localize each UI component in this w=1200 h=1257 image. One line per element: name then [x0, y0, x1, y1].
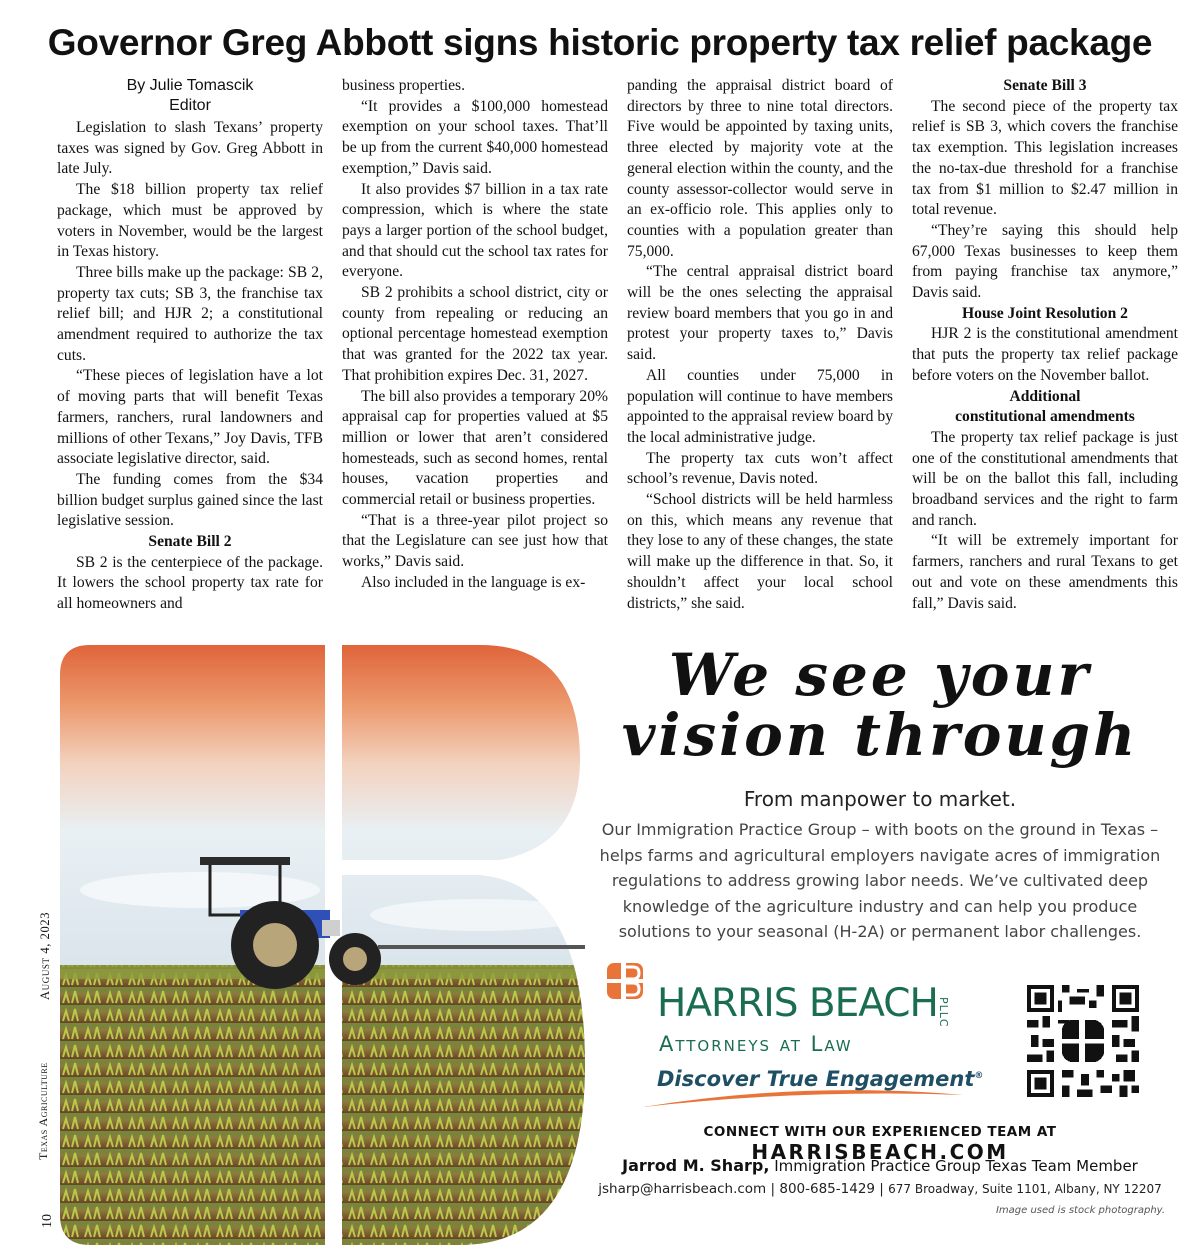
desc-line: solutions to your seasonal (H-2A) or permanent labor challenges.	[618, 922, 1142, 941]
issue-date: August 4, 2023	[38, 911, 52, 1000]
paragraph: Also included in the language is ex-	[361, 573, 586, 591]
page-number: 10	[40, 1214, 55, 1228]
article-column-4	[912, 76, 1178, 614]
paragraph: All counties under 75,000 in population will continue to have members appointed to the appraisal review board by the local administrative judge.	[627, 366, 893, 446]
registered-mark: ®	[974, 1071, 984, 1081]
section-heading-additional: Additional	[1009, 387, 1081, 405]
section-heading-sb3: Senate Bill 3	[1003, 77, 1087, 94]
paragraph: The $18 billion property tax relief package, which must be approved by voters in November, would be the largest in Texas history.	[57, 181, 323, 261]
connect-text: CONNECT WITH OUR EXPERIENCED TEAM AT	[703, 1124, 1057, 1140]
article-headline: Governor Greg Abbott signs historic property tax relief package	[47, 22, 1153, 63]
paragraph: “These pieces of legislation have a lot of moving parts that will benefit Texas farmers, ranchers, rural landowners and millions of other Texans,” Joy Davis, TFB associate legislative director, said.	[57, 367, 323, 468]
contact-details: jsharp@harrisbeach.com | 800-685-1429 | 677 Broadway, Suite 1101, Albany, NY 12207	[598, 1181, 1162, 1197]
contact-person	[595, 1156, 1165, 1175]
desc-line: Our Immigration Practice Group – with boots on the ground in Texas –	[601, 820, 1159, 839]
article-column-2	[342, 76, 608, 594]
slogan-swoosh-icon	[643, 1085, 963, 1111]
paragraph: Three bills make up the package: SB 2, property tax cuts; SB 3, the franchise tax relief bill; and HJR 2; a constitutional amendment required to authorize the tax cuts.	[57, 263, 323, 364]
paragraph: business properties.	[342, 77, 465, 94]
contact-role: Immigration Practice Group Texas Team Member	[774, 1157, 1138, 1175]
paragraph: HJR 2 is the constitutional amendment that puts the property tax relief package before voters on the November ballot.	[912, 325, 1178, 384]
paragraph: “It provides a $100,000 homestead exemption on your school taxes. That’ll be up from the current $40,000 homestead exemption,” Davis said.	[342, 97, 608, 177]
paragraph: Legislation to slash Texans’ property taxes was signed by Gov. Greg Abbott in late July.	[57, 119, 323, 178]
paragraph: “That is a three-year pilot project so that the Legislature can see just how that works,” Davis said.	[342, 511, 608, 571]
tagline-line-1: We see your	[668, 641, 1092, 709]
paragraph: The property tax relief package is just one of the constitutional amendments that will be on the ballot this fall, including broadband services and the right to farm and ranch.	[912, 428, 1178, 529]
brand-pllc: PLLC	[937, 997, 950, 1028]
paragraph: “They’re saying this should help 67,000 Texas businesses to keep them from paying franchise tax anymore,” Davis said.	[912, 221, 1178, 302]
brand-attorneys: Attorneys at Law	[659, 1032, 853, 1056]
contact-email[interactable]: jsharp@harrisbeach.com	[598, 1181, 767, 1197]
slogan-text: Discover True Engagement	[657, 1067, 975, 1091]
paragraph: “School districts will be held harmless on this, which means any revenue that they lose to any of these changes, the state will make up the difference in that. So, it shouldn’t affect your local school districts,” she said.	[627, 491, 893, 612]
contact-name: Jarrod M. Sharp,	[622, 1156, 770, 1175]
section-heading-sb2: Senate Bill 2	[148, 533, 232, 551]
article-column-3	[627, 76, 893, 614]
ad-subhead: From manpower to market.	[743, 787, 1017, 811]
publication-name: Texas Agriculture	[36, 1062, 50, 1160]
section-heading-additional-2: constitutional amendments	[955, 408, 1135, 426]
ad-tagline	[595, 641, 1165, 769]
paragraph: “It will be extremely important for farmers, ranchers and rural Texans to get out and vote on these amendments this fall,” Davis said.	[912, 532, 1178, 612]
desc-line: knowledge of the agriculture industry and can help you produce	[622, 896, 1138, 916]
paragraph: It also provides $7 billion in a tax rate compression, which is where the state pays a larger portion of the school budget, and that should cut the school tax rates for everyone.	[342, 180, 608, 281]
desc-line: regulations to address growing labor needs. We’ve cultivated deep	[611, 871, 1149, 890]
paragraph: The bill also provides a temporary 20% appraisal cap for properties valued at $5 million or lower that aren’t considered homesteads, such as second homes, rental houses, vacation properties and commercial retail or business properties.	[342, 387, 608, 509]
website-link[interactable]: HARRISBEACH.COM	[751, 1140, 1009, 1164]
ad-farm-tractor-image	[60, 645, 585, 1245]
paragraph: The second piece of the property tax relief is SB 3, which covers the franchise tax exemption. This legislation increases the no-tax-due threshold for a franchise tax from $1 million to $2.47 million in total revenue.	[912, 97, 1178, 219]
harris-beach-logo-icon	[607, 963, 643, 999]
tagline-line-2: vision through	[621, 701, 1139, 769]
ad-description	[595, 817, 1165, 945]
paragraph: SB 2 is the centerpiece of the package. It lowers the school property tax rate for all homeowners and	[57, 553, 323, 613]
stock-photo-note: Image used is stock photography.	[995, 1205, 1165, 1216]
brand-name: HARRIS BEACH	[657, 981, 938, 1026]
paragraph: The funding comes from the $34 billion budget surplus gained since the last legislative session.	[57, 470, 323, 530]
paragraph: panding the appraisal district board of directors by three to nine total directors. Five would be appointed by taxing units, three elected by majority vote at the general election within the county, and the county assessor-collector would serve in an ex-officio role. This applies only to counties with a population greater than 75,000.	[627, 77, 893, 260]
paragraph: SB 2 prohibits a school district, city or county from repealing or reducing an optional percentage homestead exemption that was granted for the 2022 tax year. That prohibition expires Dec. 31, 2027.	[342, 284, 608, 384]
paragraph: “The central appraisal district board will be the ones selecting the appraisal review board members that you go in and protest your property taxes to,” Davis said.	[627, 263, 893, 364]
byline-author: By Julie Tomascik	[126, 77, 254, 94]
contact-address: 677 Broadway, Suite 1101, Albany, NY 12207	[888, 1182, 1162, 1196]
byline-role: Editor	[169, 97, 211, 114]
desc-line: helps farms and agricultural employers navigate acres of immigration	[599, 845, 1161, 865]
paragraph: The property tax cuts won’t affect school’s revenue, Davis noted.	[627, 449, 893, 488]
contact-phone[interactable]: 800-685-1429	[779, 1181, 875, 1197]
article-column-1	[57, 76, 323, 615]
section-heading-hjr2: House Joint Resolution 2	[962, 304, 1128, 322]
qr-code-icon[interactable]	[1027, 985, 1139, 1097]
